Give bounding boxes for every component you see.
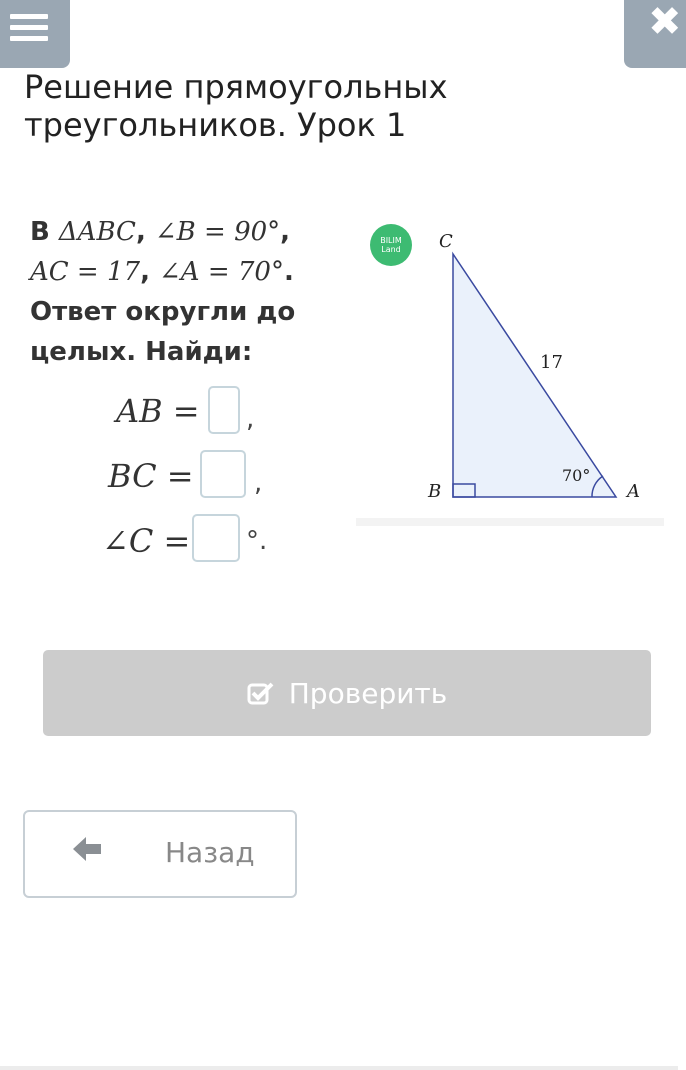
vertex-b-label: B <box>428 481 442 502</box>
problem-angle-b: ∠B = 90° <box>154 217 281 247</box>
checkbox-check-icon <box>247 681 275 705</box>
problem-angle-a: ∠A = 70° <box>159 257 284 287</box>
back-button[interactable] <box>23 810 297 898</box>
problem-instruction: Ответ округли до целых. Найди: <box>30 297 296 367</box>
ab-label: AB = <box>116 392 200 430</box>
problem-side-ac: AC = 17 <box>30 257 141 287</box>
figure-base <box>356 518 664 526</box>
check-button-label: Проверить <box>288 676 448 710</box>
arrow-left-icon <box>71 834 103 864</box>
ab-comma: , <box>246 404 255 434</box>
bottom-divider <box>0 1066 678 1070</box>
back-button-label: Назад <box>165 836 255 869</box>
page-title: Решение прямоугольных треугольников. Урок 1 <box>24 68 448 144</box>
hypotenuse-length-label: 17 <box>540 352 563 373</box>
angle-a-value-label: 70° <box>562 466 591 485</box>
vertex-c-label: C <box>439 231 453 252</box>
vertex-a-label: A <box>627 481 640 502</box>
degree-mark: °. <box>246 526 268 556</box>
bilimland-logo-text: BILIM Land <box>380 236 402 254</box>
check-button[interactable] <box>43 650 651 736</box>
problem-triangle: ΔABC <box>58 217 136 247</box>
bc-label: BC = <box>108 457 194 495</box>
bc-comma: , <box>254 468 263 498</box>
triangle-shape <box>453 254 616 497</box>
problem-statement: В ΔABC, ∠B = 90°, AC = 17, ∠A = 70°. Ответ округли до целых. Найди: <box>30 217 296 367</box>
close-icon: ✖ <box>648 0 682 45</box>
problem-lead: В <box>30 217 50 247</box>
angle-c-label: ∠C = <box>102 522 191 560</box>
